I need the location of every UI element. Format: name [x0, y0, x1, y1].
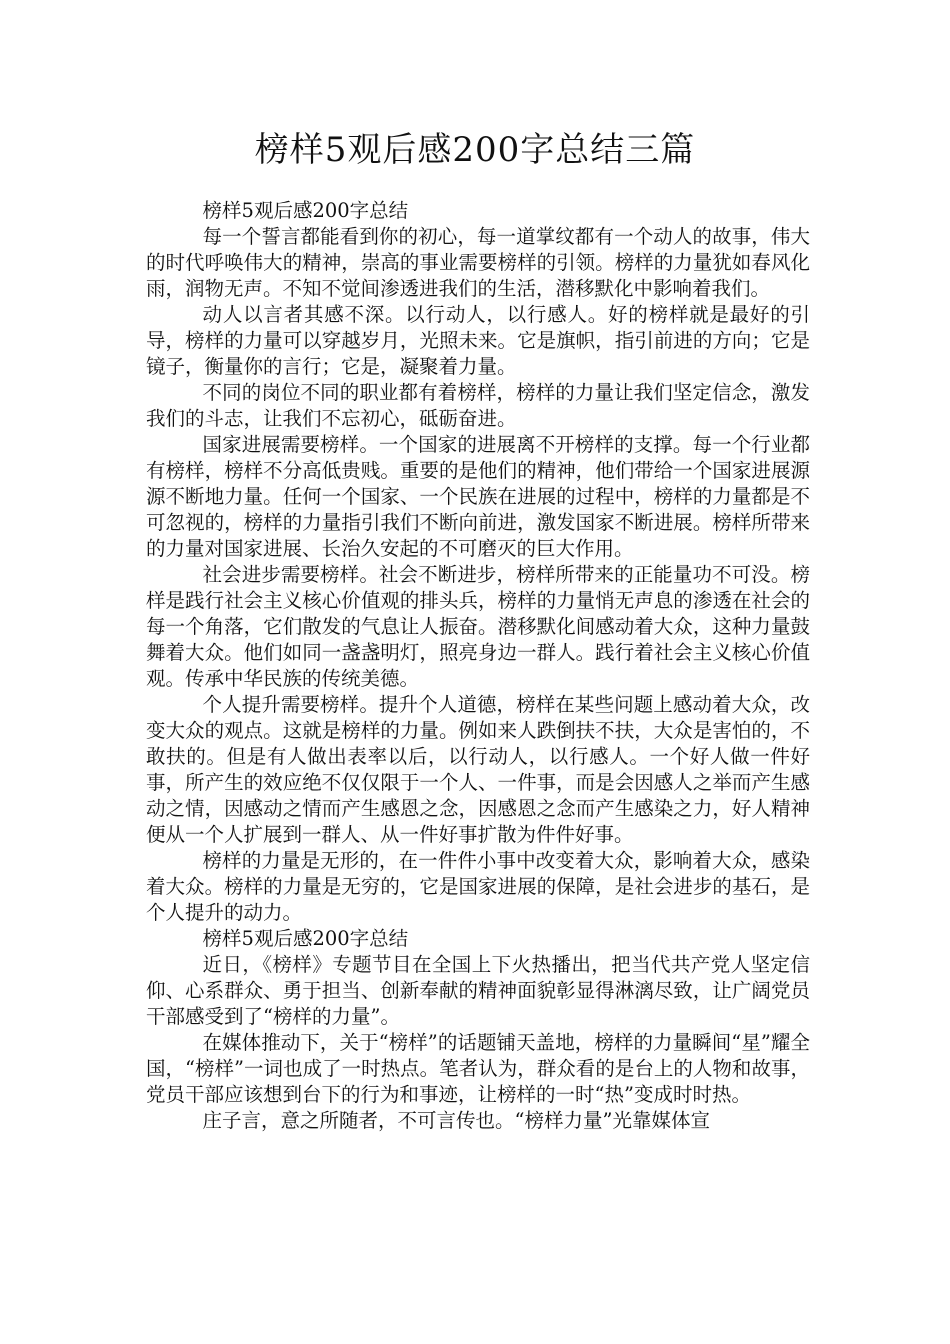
- paragraph: 近日，《榜样》专题节目在全国上下火热播出，把当代共产党人坚定信仰、心系群众、勇于担当、创新奉献的精神面貌彰显得淋漓尽致，让广阔党员干部感受到了“榜样的力量”。: [146, 953, 810, 1028]
- paragraph: 每一个誓言都能看到你的初心，每一道掌纹都有一个动人的故事，伟大的时代呼唤伟大的精神，崇高的事业需要榜样的引领。榜样的力量犹如春风化雨，润物无声。不知不觉间渗透进我们的生活，潜移默化中影响着我们。: [146, 225, 810, 300]
- paragraph: 庄子言，意之所随者，不可言传也。“榜样力量”光靠媒体宣: [202, 1109, 710, 1132]
- section-heading: 榜样5观后感200字总结: [202, 927, 409, 950]
- paragraph: 社会进步需要榜样。社会不断进步，榜样所带来的正能量功不可没。榜样是践行社会主义核心价值观的排头兵，榜样的力量悄无声息的渗透在社会的每一个角落，它们散发的气息让人振奋。潜移默化间感动着大众，这种力量鼓舞着大众。他们如同一盏盏明灯，照亮身边一群人。践行着社会主义核心价值观。传承中华民族的传统美德。: [146, 563, 810, 690]
- document-title: 榜样5观后感200字总结三篇: [254, 130, 696, 170]
- paragraph: 不同的岗位不同的职业都有着榜样，榜样的力量让我们坚定信念，激发我们的斗志，让我们不忘初心，砥砺奋进。: [146, 381, 810, 430]
- paragraph: 在媒体推动下，关于“榜样”的话题铺天盖地，榜样的力量瞬间“星”耀全国，“榜样”一词也成了一时热点。笔者认为，群众看的是台上的人物和故事，党员干部应该想到台下的行为和事迹，让榜样的一时“热”变成时时热。: [146, 1031, 810, 1106]
- paragraph: 个人提升需要榜样。提升个人道德，榜样在某些问题上感动着大众，改变大众的观点。这就是榜样的力量。例如来人跌倒扶不扶，大众是害怕的，不敢扶的。但是有人做出表率以后，以行动人，以行感人。一个好人做一件好事，所产生的效应绝不仅仅限于一个人、一件事，而是会因感人之举而产生感动之情，因感动之情而产生感恩之念，因感恩之念而产生感染之力，好人精神便从一个人扩展到一群人、从一件好事扩散为件件好事。: [146, 693, 810, 846]
- paragraph: 动人以言者其感不深。以行动人，以行感人。好的榜样就是最好的引导，榜样的力量可以穿越岁月，光照未来。它是旗帜，指引前进的方向；它是镜子，衡量你的言行；它是，凝聚着力量。: [146, 303, 810, 378]
- section-heading: 榜样5观后感200字总结: [202, 199, 409, 222]
- paragraph: 榜样的力量是无形的，在一件件小事中改变着大众，影响着大众，感染着大众。榜样的力量是无穷的，它是国家进展的保障，是社会进步的基石，是个人提升的动力。: [146, 849, 810, 924]
- document-body: [146, 198, 810, 1134]
- paragraph: 国家进展需要榜样。一个国家的进展离不开榜样的支撑。每一个行业都有榜样，榜样不分高低贵贱。重要的是他们的精神，他们带给一个国家进展源源不断地力量。任何一个国家、一个民族在进展的过程中，榜样的力量都是不可忽视的，榜样的力量指引我们不断向前进，激发国家不断进展。榜样所带来的力量对国家进展、长治久安起的不可磨灭的巨大作用。: [146, 433, 810, 560]
